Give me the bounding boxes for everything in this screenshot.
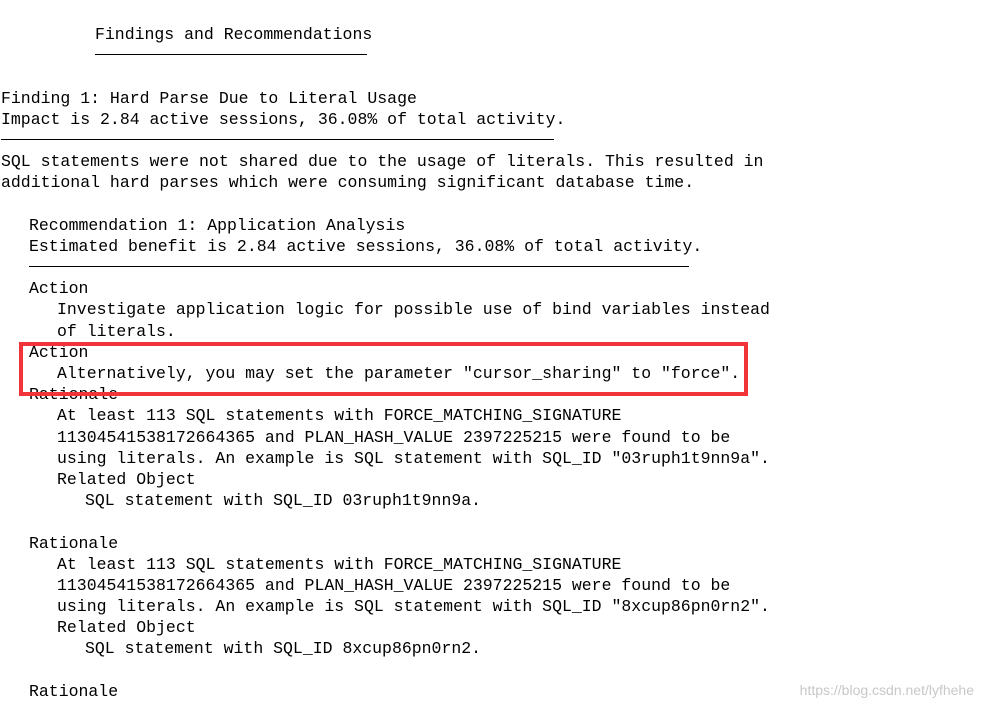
finding-impact: Impact is 2.84 active sessions, 36.08% of total activity.	[1, 109, 566, 129]
recommendation-heading: Recommendation 1: Application Analysis	[29, 215, 406, 235]
report-title: Findings and Recommendations	[95, 25, 373, 44]
related-object-value: SQL statement with SQL_ID 8xcup86pn0rn2.	[85, 639, 482, 659]
recommendation-benefit: Estimated benefit is 2.84 active sessions, 36.08% of total activity.	[29, 236, 703, 256]
finding-heading: Finding 1: Hard Parse Due to Literal Usage	[1, 88, 417, 108]
rationale-text-line: using literals. An example is SQL statement with SQL_ID "8xcup86pn0rn2".	[57, 597, 770, 617]
finding-description-line: additional hard parses which were consuming significant database time.	[1, 173, 695, 193]
action-text-line: Alternatively, you may set the parameter "cursor_sharing" to "force".	[57, 364, 741, 383]
rationale-text-line: 11304541538172664365 and PLAN_HASH_VALUE 2397225215 were found to be	[57, 575, 731, 595]
recommendation-divider	[1, 257, 770, 278]
related-object-value: SQL statement with SQL_ID 03ruph1t9nn9a.	[85, 491, 482, 511]
rationale-label: Rationale	[29, 385, 119, 405]
finding-description-line: SQL statements were not shared due to the usage of literals. This resulted in	[1, 152, 764, 172]
action-label: Action	[29, 279, 89, 299]
rationale-text-line: using literals. An example is SQL statement with SQL_ID "03ruph1t9nn9a".	[57, 448, 770, 468]
action-label: Action	[29, 342, 89, 362]
finding-divider	[1, 130, 770, 151]
rationale-label: Rationale	[29, 681, 119, 701]
action-text-line: Investigate application logic for possible use of bind variables instead	[57, 300, 770, 320]
report-body	[1, 24, 770, 702]
watermark: https://blog.csdn.net/lyfhehe	[799, 682, 974, 698]
rationale-label: Rationale	[29, 533, 119, 553]
related-object-label: Related Object	[57, 618, 196, 638]
title-underline	[1, 45, 770, 66]
rationale-text-line: 11304541538172664365 and PLAN_HASH_VALUE 2397225215 were found to be	[57, 427, 731, 447]
action-text-line: of literals.	[57, 321, 176, 341]
related-object-label: Related Object	[57, 469, 196, 489]
rationale-text-line: At least 113 SQL statements with FORCE_MATCHING_SIGNATURE	[57, 406, 622, 426]
rationale-text-line: At least 113 SQL statements with FORCE_MATCHING_SIGNATURE	[57, 554, 622, 574]
